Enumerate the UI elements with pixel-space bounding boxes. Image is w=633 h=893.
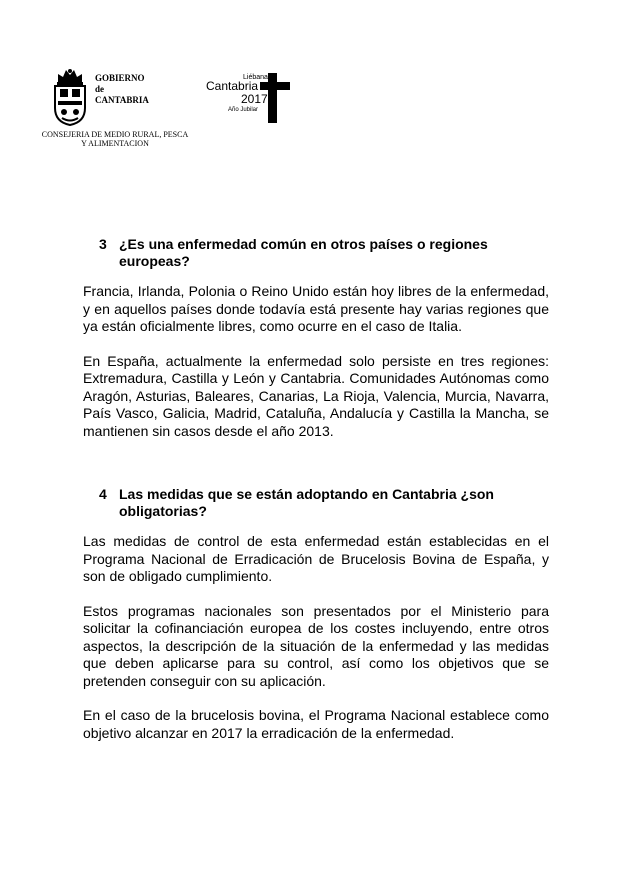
section-heading [83, 486, 549, 520]
paragraph: Estos programas nacionales son presentados por el Ministerio para solicitar la cofinanciación europea de los costes incluyendo, entre otros aspectos, la descripción de la situación de la enfermedad y las medidas que deben aplicarse para su control, así como los objetivos que se pretenden conseguir con su aplicación. [83, 602, 549, 689]
logo-lieb: Liébana [243, 74, 268, 81]
department-line-2: Y ALIMENTACION [81, 139, 149, 148]
logo-year: 2017 [241, 92, 268, 106]
department-line-1: CONSEJERIA DE MEDIO RURAL, PESCA [41, 130, 189, 139]
paragraph: Francia, Irlanda, Polonia o Reino Unido están hoy libres de la enfermedad, y en aquellos países donde todavía está presente hay varias regiones que ya están oficialmente libres, como ocurre en el caso de Italia. [83, 283, 549, 334]
paragraph: En España, actualmente la enfermedad solo persiste en tres regiones: Extremadura, Castilla y León y Cantabria. Comunidades Autónomas como Aragón, Asturias, Baleares, Canarias, La Rioja, Valencia, Murcia, Navarra, País Vasco, Galicia, Madrid, Cataluña, Andalucía y Castilla la Mancha, se mantienen sin casos desde el año 2013. [83, 352, 549, 439]
document-body [83, 236, 549, 759]
section-number: 3 [99, 236, 107, 252]
logo-jub: Año Jubilar [228, 107, 259, 113]
gov-line-2: de [95, 84, 104, 94]
section-number: 4 [99, 486, 107, 502]
section-title: ¿Es una enfermedad común en otros países o regiones europeas? [119, 236, 488, 269]
section-4 [83, 486, 549, 742]
department-name [30, 130, 200, 148]
cantabria-coat-of-arms-icon [52, 68, 88, 126]
paragraph: Las medidas de control de esta enfermedad están establecidas en el Programa Nacional de Erradicación de Brucelosis Bovina de España, y son de obligado cumplimiento. [83, 533, 549, 584]
cantabria-2017-logo [203, 70, 295, 126]
paragraph: En el caso de la brucelosis bovina, el Programa Nacional establece como objetivo alcanzar en 2017 la erradicación de la enfermedad. [83, 707, 549, 741]
gov-line-3: CANTABRIA [95, 95, 149, 105]
page-header [0, 0, 633, 160]
gov-line-1: GOBIERNO [95, 73, 145, 83]
section-3 [83, 236, 549, 440]
section-title: Las medidas que se están adoptando en Cantabria ¿son obligatorias? [119, 486, 494, 519]
government-name [95, 73, 149, 106]
logo-name: Cantabria [206, 79, 259, 93]
section-heading [83, 236, 549, 270]
